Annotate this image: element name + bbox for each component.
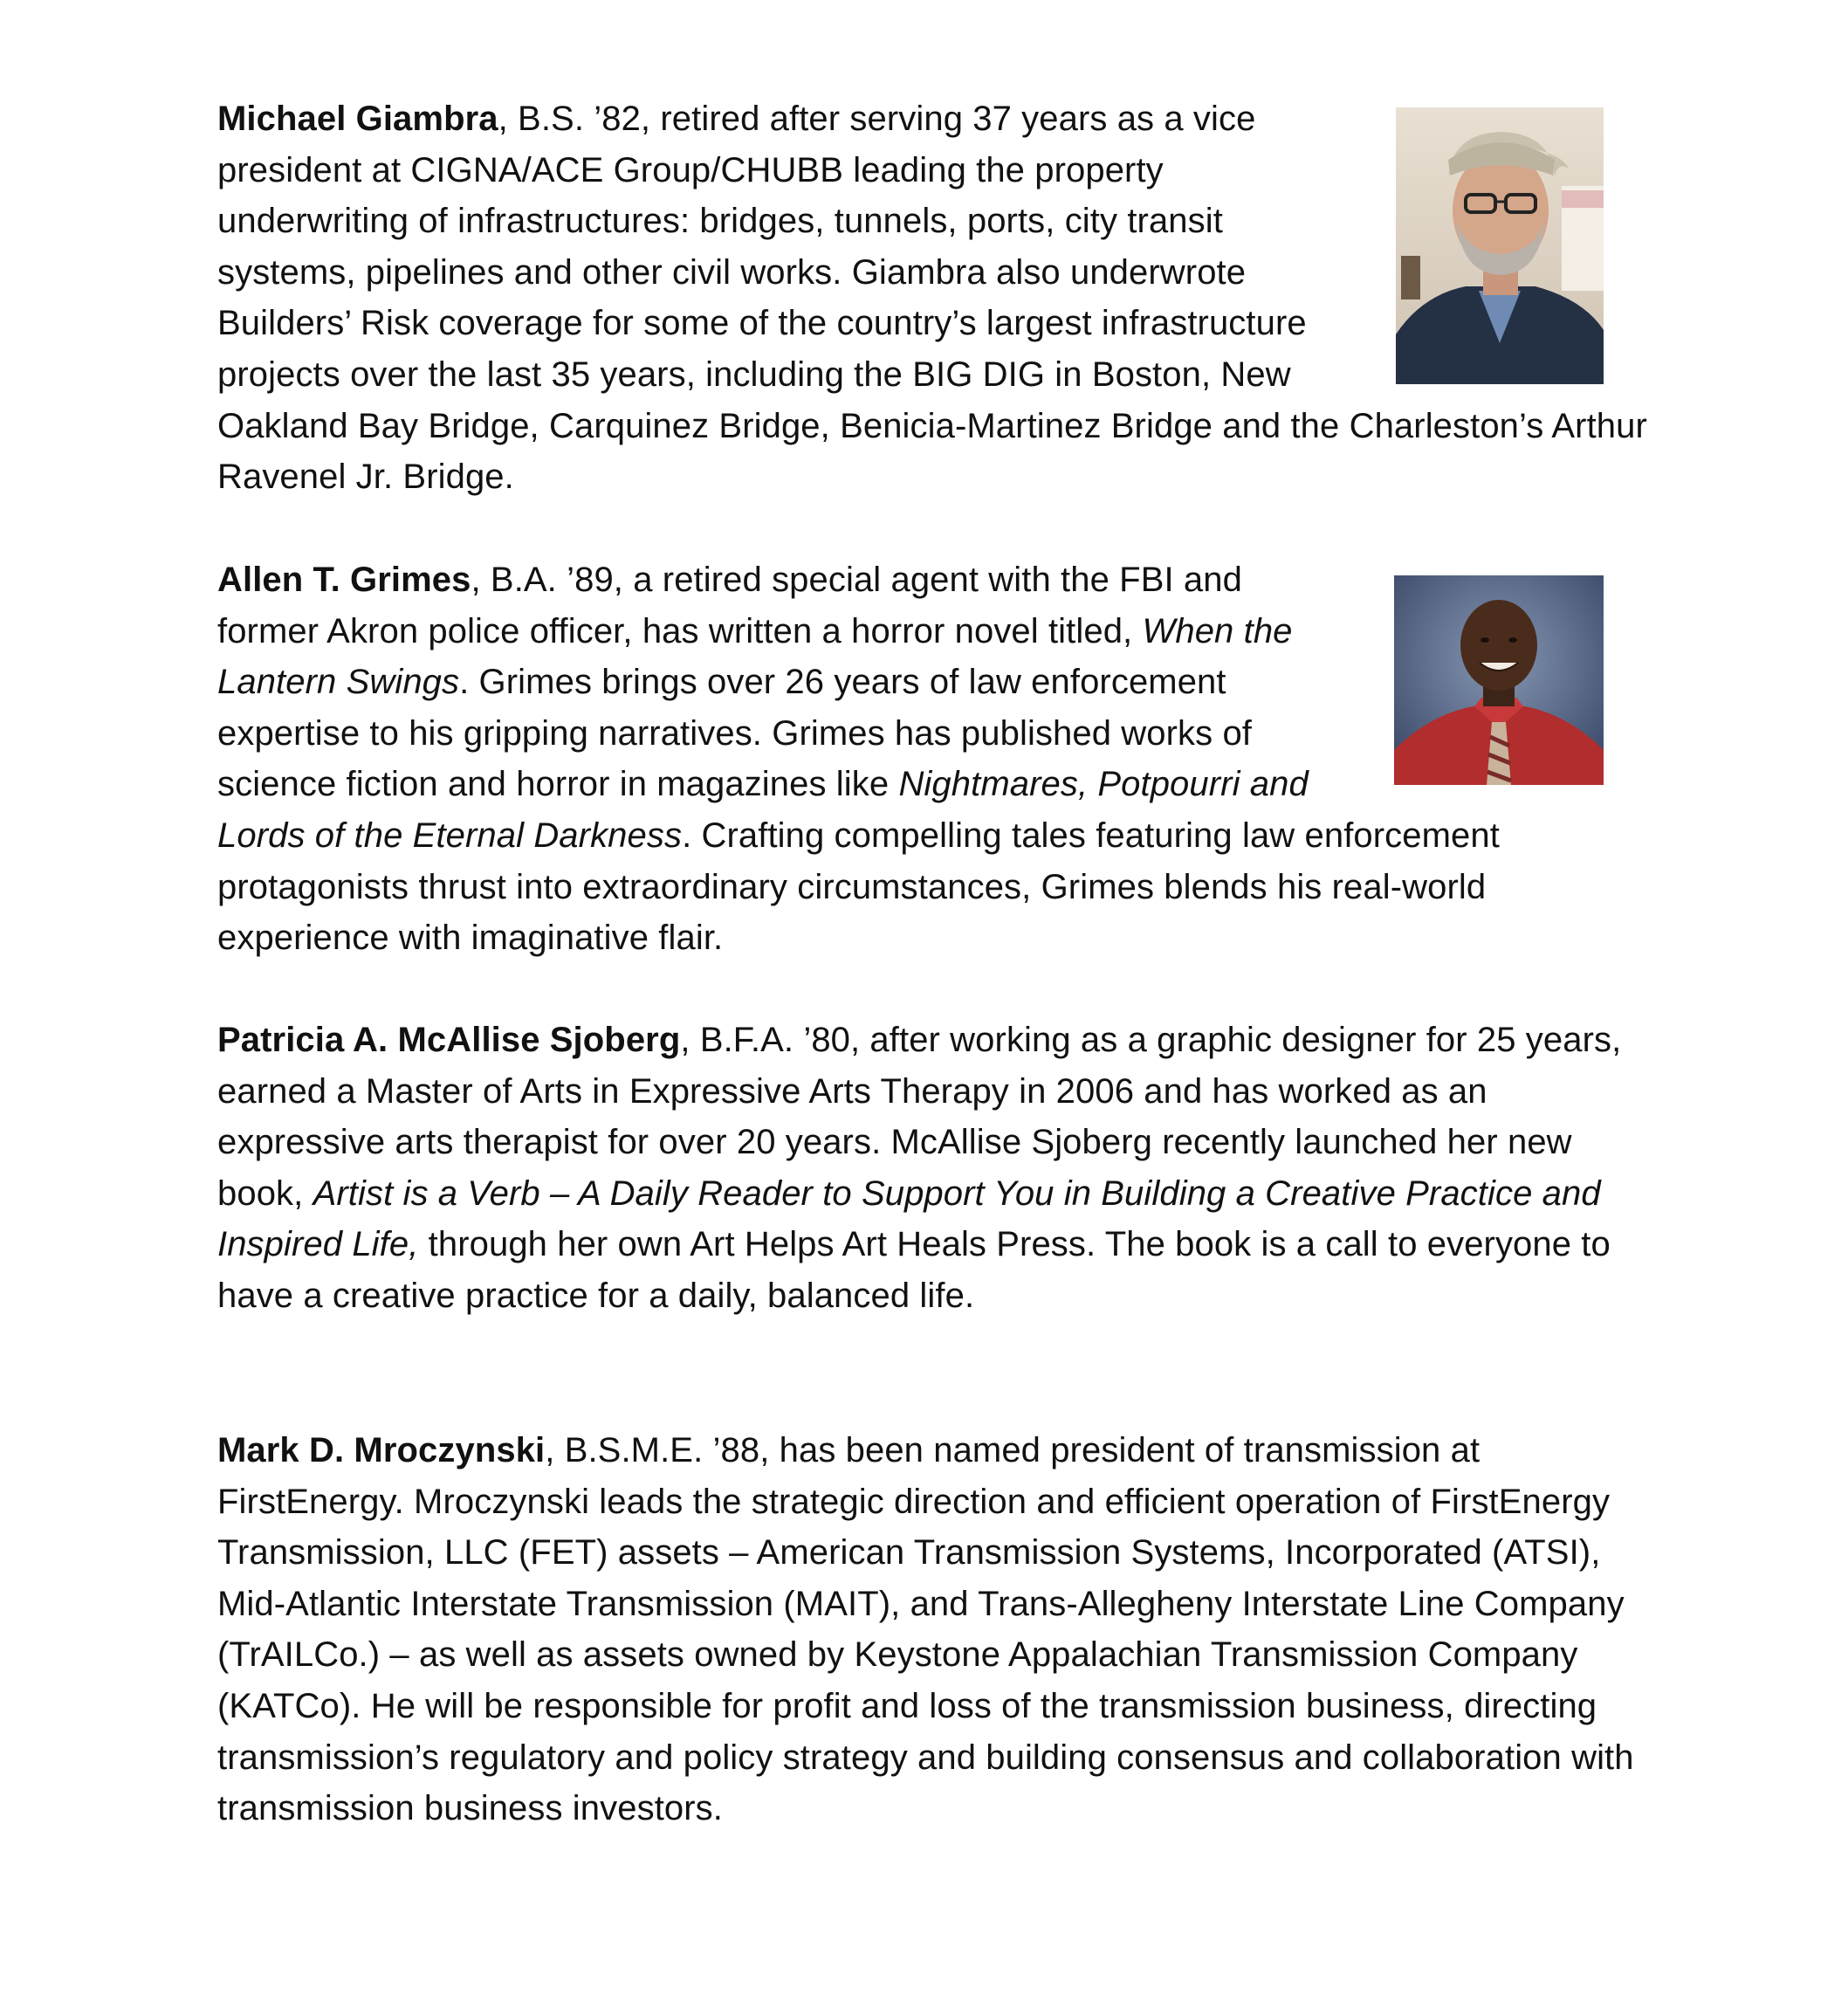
alumni-note-sjoberg [217, 1015, 1649, 1322]
entry-text: Patricia A. McAllise Sjoberg, B.F.A. ’80, after working as a graphic designer for 25 years, earned a Master of Arts in Expressive Arts Therapy in 2006 and has worked as an expressive arts therapist for over 20 years. McAllise Sjoberg recently launched her new book, Artist is a Verb – A Daily Reader to Support You in Building a Creative Practice and Inspired Life, through her own Art Helps Art Heals Press. The book is a call to everyone to have a creative practice for a daily, balanced life. [217, 1021, 1622, 1315]
entry-text: Allen T. Grimes, B.A. ’89, a retired special agent with the FBI and former Akron police officer, has written a horror novel titled, When the Lantern Swings. Grimes brings over 26 years of law enforcement expertise to his gripping narratives. Grimes has published works of science fiction and horror in magazines like Nightmares, Potpourri and Lords of the Eternal Darkness. Crafting compelling tales featuring law enforcement protagonists thrust into extraordinary circumstances, Grimes blends his real-world experience with imaginative flair. [217, 561, 1500, 958]
magazine-titles: Nightmares, Potpourri and Lords of the Eternal Darkness [217, 765, 1309, 855]
alumni-note-grimes [217, 554, 1649, 964]
entry-name: Allen T. Grimes [217, 561, 471, 599]
entry-text: Michael Giambra, B.S. ’82, retired after serving 37 years as a vice president at CIGNA/ACE Group/CHUBB leading the property underwriting of infrastructures: bridges, tunnels, ports, city transit systems, pipelines and other civil works. Giambra also underwrote Builders’ Risk coverage for some of the country’s largest infrastructure projects over the last 35 years, including the BIG DIG in Boston, New Oakland Bay Bridge, Carquinez Bridge, Benicia-Martinez Bridge and the Charleston’s Arthur Ravenel Jr. Bridge. [217, 100, 1647, 497]
entry-name: Patricia A. McAllise Sjoberg [217, 1021, 681, 1059]
entry-name: Mark D. Mroczynski [217, 1431, 546, 1469]
entry-name: Michael Giambra [217, 100, 498, 138]
alumni-note-giambra [217, 93, 1649, 503]
entry-text: Mark D. Mroczynski, B.S.M.E. ’88, has been named president of transmission at FirstEnergy. Mroczynski leads the strategic direction and efficient operation of FirstEnergy Transmission, LLC (FET) assets – American Transmission Systems, Incorporated (ATSI), Mid-Atlantic Interstate Transmission (MAIT), and Trans-Allegheny Interstate Line Company (TrAILCo.) – as well as assets owned by Keystone Appalachian Transmission Company (KATCo). He will be responsible for profit and loss of the transmission business, directing transmission’s regulatory and policy strategy and building consensus and collaboration with transmission business investors. [217, 1431, 1634, 1828]
book-title: When the Lantern Swings [217, 611, 1293, 702]
alumni-note-mroczynski [217, 1425, 1649, 1834]
grimes-photo [1394, 575, 1604, 785]
giambra-photo [1396, 107, 1604, 384]
book-title: Artist is a Verb – A Daily Reader to Support You in Building a Creative Practice and Inspired Life, [217, 1173, 1601, 1264]
